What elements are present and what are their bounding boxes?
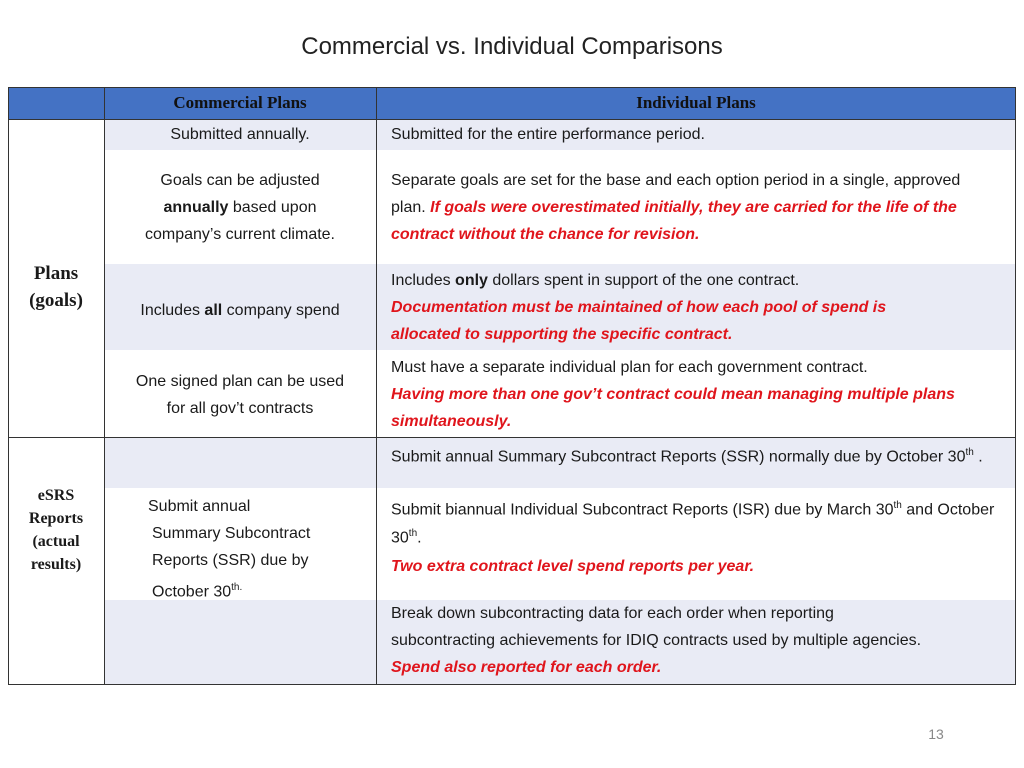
cell-text: Separate goals are set for the base and each option period in a single, approved plan. [391, 172, 961, 216]
table-border-bottom [8, 684, 1016, 685]
cell-text: based upon [228, 199, 317, 216]
cell-text: Submit biannual Individual Subcontract Reports (ISR) due by March 30 [391, 501, 894, 519]
cell-text: Reports (SSR) due by [152, 552, 309, 569]
highlight-text: If goals were overestimated initially, they are carried for the life of the contract without the chance for revision. [391, 199, 957, 243]
plans-row2-commercial [104, 153, 376, 261]
cell-text: company’s current climate. [145, 226, 335, 243]
highlight-text: Spend also reported for each order. [391, 659, 662, 676]
esrs-label: Reports [28, 510, 84, 527]
highlight-text: Documentation must be maintained of how each pool of spend is allocated to supporting the specific contract. [391, 299, 887, 343]
plans-row4-commercial [104, 353, 376, 437]
plans-row3-commercial [104, 264, 376, 350]
cell-text: Submitted annually. [170, 126, 310, 143]
cell-text [391, 490, 1010, 551]
row-header-plans [8, 119, 104, 437]
cell-text: and October 30 [391, 501, 995, 547]
plans-row1-individual [376, 119, 1016, 150]
header-empty-cell [8, 87, 104, 119]
plans-row2-individual [376, 153, 1016, 261]
cell-text [104, 264, 376, 324]
plans-label: Plans [33, 263, 79, 284]
column-divider-1 [104, 87, 105, 685]
esrs-commercial-top [104, 438, 376, 488]
slide-title: Commercial vs. Individual Comparisons [301, 33, 723, 60]
cell-text: company spend [222, 302, 340, 319]
cell-text: October 30 [152, 583, 232, 601]
cell-text: Submitted for the entire performance period. [391, 126, 705, 143]
cell-text: Goals can be adjusted [160, 172, 320, 189]
header-divider [8, 119, 1016, 120]
esrs-label: (actual [32, 533, 80, 550]
page-number: 13 [928, 726, 944, 742]
bold-text: only [455, 272, 488, 289]
bold-text: annually [163, 199, 229, 216]
cell-text: Includes [391, 272, 456, 289]
table-border-right [1015, 87, 1016, 685]
column-divider-2 [376, 87, 377, 685]
superscript: th [408, 528, 418, 540]
cell-text [104, 194, 376, 221]
cell-text: Submit annual Summary Subcontract Reports (SSR) normally due by October 30 [391, 448, 966, 466]
superscript: th [893, 500, 902, 511]
table-border-top [8, 87, 1016, 88]
cell-text: Includes [140, 302, 205, 319]
cell-text [391, 267, 946, 294]
cell-text: Must have a separate individual plan for each government contract. [391, 359, 868, 376]
highlight-text: Having more than one gov’t contract could mean managing multiple plans simultaneously. [391, 386, 955, 430]
plans-sub-label: (goals) [29, 290, 83, 311]
cell-text: Break down subcontracting data for each order when reporting subcontracting achievements for IDIQ contracts used by multiple agencies. [391, 605, 922, 649]
header-individual-plans: Individual Plans [376, 87, 1016, 119]
cell-text: dollars spent in support of the one contract. [487, 272, 800, 289]
cell-text: . [973, 448, 983, 466]
section-divider [8, 437, 1016, 438]
comparison-table [8, 87, 1016, 685]
row-header-esrs [8, 438, 104, 685]
cell-text [391, 438, 1012, 469]
esrs-label: results) [30, 556, 82, 573]
plans-row4-individual [376, 353, 1016, 437]
header-commercial-plans: Commercial Plans [104, 87, 376, 119]
esrs-row3-individual [376, 600, 1016, 685]
plans-row3-individual [376, 264, 1016, 350]
superscript: th. [231, 582, 243, 593]
cell-text: for all gov’t contracts [166, 400, 314, 417]
esrs-row2-individual [376, 490, 1016, 598]
bold-text: all [204, 302, 223, 319]
cell-text: One signed plan can be used [135, 373, 345, 390]
esrs-label: eSRS [37, 487, 75, 504]
plans-row1-commercial [104, 119, 376, 150]
esrs-commercial-middle [104, 490, 376, 601]
cell-text: Submit annual [148, 498, 251, 515]
esrs-row1-individual [376, 438, 1016, 488]
esrs-commercial-bottom [104, 600, 376, 685]
cell-text: . [417, 529, 422, 547]
cell-text: Summary Subcontract [152, 525, 311, 542]
table-border-left [8, 87, 9, 685]
highlight-text: Two extra contract level spend reports per year. [391, 557, 755, 575]
superscript: th [965, 447, 974, 458]
